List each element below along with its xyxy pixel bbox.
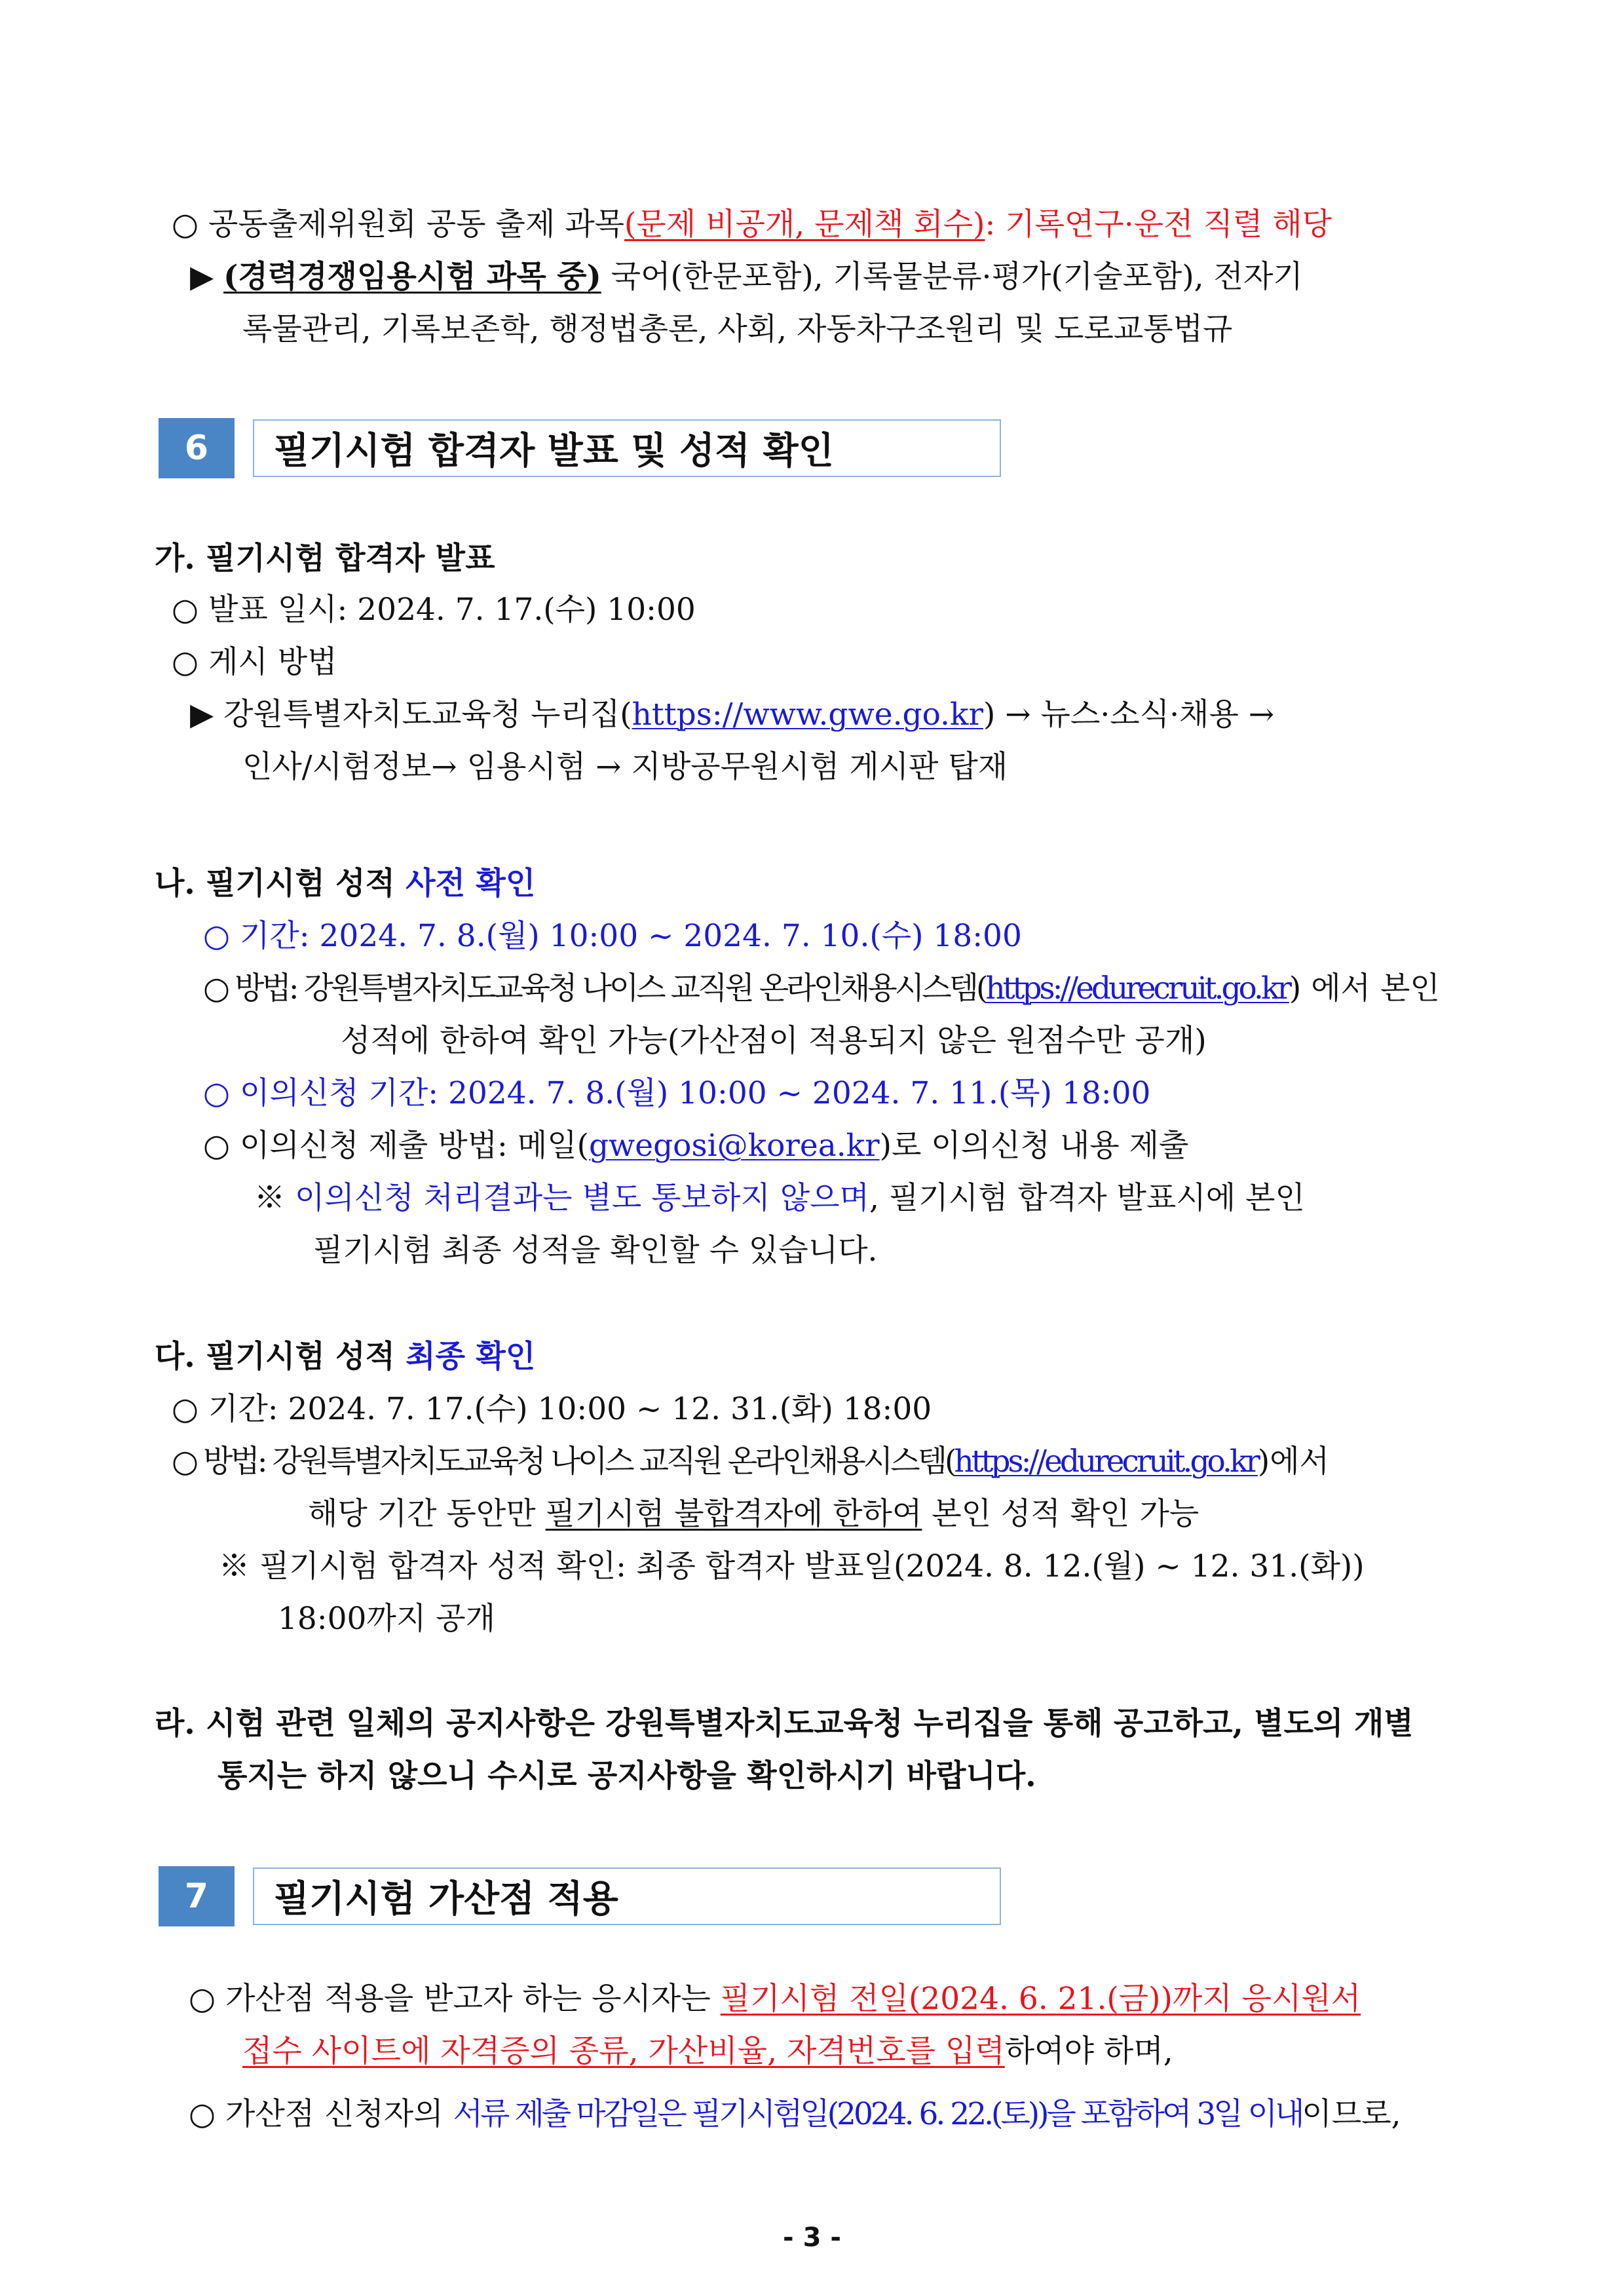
na-line-2 [203, 968, 1440, 1009]
top-line-1 [172, 204, 1332, 245]
top-line-2-bold: (경력경쟁임용시험 과목 중) [223, 259, 601, 295]
da-heading-text: 다. 필기시험 성적 [155, 1339, 406, 1375]
na-line-6 [254, 1178, 1305, 1219]
da-heading-blue: 최종 확인 [406, 1339, 536, 1375]
na-line-4-text: ○ 이의신청 기간: 2024. 7. 8.(월) 10:00 ~ 2024. 7. 11.(목) 18:00 [203, 1075, 1151, 1111]
da-line-3 [308, 1494, 1199, 1535]
ra-line-1 [155, 1704, 1414, 1744]
da-line-5 [278, 1599, 495, 1639]
ga-line-4 [242, 747, 1008, 788]
ga-line-1-text: ○ 발표 일시: 2024. 7. 17.(수) 10:00 [172, 592, 696, 628]
ga-line-1 [172, 590, 696, 630]
na-heading-blue: 사전 확인 [406, 866, 536, 902]
na-line-2-text-b: ) 에서 본인 [1289, 970, 1440, 1006]
s7-line-3 [189, 2094, 1401, 2135]
s7-line-1-red: 필기시험 전일(2024. 6. 21.(금))까지 응시원서 [720, 1981, 1361, 2017]
da-line-3-text-b: 본인 성적 확인 가능 [922, 1496, 1199, 1532]
na-line-7-text: 필기시험 최종 성적을 확인할 수 있습니다. [313, 1233, 878, 1269]
ga-line-3-text: 강원특별자치도교육청 누리집( [223, 697, 632, 733]
reference-mark-icon: ※ [254, 1180, 285, 1216]
page-number: - 3 - [783, 2223, 841, 2253]
top-line-1-highlight: (문제 비공개, 문제책 회수) [624, 206, 985, 242]
s7-line-3-blue: 서류 제출 마감일은 필기시험일(2024. 6. 22.(토))을 포함하여 3일 이내 [453, 2096, 1302, 2132]
ra-line-1-text: 라. 시험 관련 일체의 공지사항은 강원특별자치도교육청 누리집을 통해 공고하고, 별도의 개별 [155, 1706, 1414, 1742]
gwe-homepage-link[interactable]: https://www.gwe.go.kr [632, 697, 983, 733]
top-line-3 [242, 309, 1232, 350]
s7-line-2-text: 하여야 하며, [1004, 2033, 1173, 2069]
na-line-2-text: ○ 방법: 강원특별자치도교육청 나이스 교직원 온라인채용시스템( [203, 970, 986, 1006]
section-6-number: 6 [159, 418, 235, 478]
objection-email-link[interactable]: gwegosi@korea.kr [588, 1128, 880, 1164]
da-line-1-text: ○ 기간: 2024. 7. 17.(수) 10:00 ~ 12. 31.(화) 18:00 [172, 1391, 932, 1427]
top-line-2 [190, 257, 1303, 297]
s7-line-3-text-b: 이므로, [1302, 2096, 1401, 2132]
da-line-5-text: 18:00까지 공개 [278, 1601, 495, 1637]
edurecruit-link[interactable]: https://edurecruit.go.kr [954, 1444, 1258, 1480]
edurecruit-link[interactable]: https://edurecruit.go.kr [985, 970, 1289, 1006]
da-line-3-text: 해당 기간 동안만 [308, 1496, 546, 1532]
na-line-6-text: , 필기시험 합격자 발표시에 본인 [869, 1180, 1305, 1216]
na-line-5-text-b: )로 이의신청 내용 제출 [879, 1128, 1189, 1164]
ga-line-2-text: ○ 게시 방법 [172, 644, 337, 680]
na-heading [155, 864, 535, 904]
ga-line-4-text: 인사/시험정보→ 임용시험 → 지방공무원시험 게시판 탑재 [242, 749, 1008, 785]
da-line-3-underlined: 필기시험 불합격자에 한하여 [545, 1496, 922, 1532]
arrow-icon: ▶ [190, 697, 214, 733]
na-line-1 [203, 916, 1022, 957]
ga-heading-text: 가. 필기시험 합격자 발표 [155, 541, 495, 577]
na-line-5 [203, 1126, 1188, 1166]
top-line-1-red: : 기록연구·운전 직렬 해당 [985, 206, 1332, 242]
ra-line-2 [217, 1756, 1036, 1797]
na-heading-text: 나. 필기시험 성적 [155, 866, 406, 902]
da-line-4 [219, 1546, 1365, 1587]
arrow-icon: ▶ [190, 259, 214, 295]
da-line-1 [172, 1389, 932, 1430]
na-line-4 [203, 1073, 1150, 1114]
da-line-2-text-b: )에서 [1257, 1444, 1330, 1480]
s7-line-2 [242, 2031, 1173, 2072]
na-line-1-text: ○ 기간: 2024. 7. 8.(월) 10:00 ~ 2024. 7. 10.(수) 18:00 [203, 918, 1022, 954]
ra-line-2-text: 통지는 하지 않으니 수시로 공지사항을 확인하시기 바랍니다. [217, 1758, 1036, 1794]
s7-line-1-text: ○ 가산점 적용을 받고자 하는 응시자는 [189, 1981, 721, 2017]
da-line-2-text: ○ 방법: 강원특별자치도교육청 나이스 교직원 온라인채용시스템( [172, 1444, 954, 1480]
na-line-6-blue: 이의신청 처리결과는 별도 통보하지 않으며 [285, 1180, 869, 1216]
s7-line-3-text: ○ 가산점 신청자의 [189, 2096, 453, 2132]
section-7-title: 필기시험 가산점 적용 [253, 1867, 1001, 1925]
na-line-7 [313, 1231, 877, 1271]
na-line-3-text: 성적에 한하여 확인 가능(가산점이 적용되지 않은 원점수만 공개) [341, 1023, 1207, 1059]
da-line-2 [172, 1442, 1329, 1482]
na-line-5-text: ○ 이의신청 제출 방법: 메일( [203, 1128, 589, 1164]
s7-line-1 [189, 1979, 1361, 2019]
ga-heading [155, 539, 495, 579]
top-line-3-text: 록물관리, 기록보존학, 행정법총론, 사회, 자동차구조원리 및 도로교통법규 [242, 311, 1233, 347]
da-heading [155, 1337, 535, 1377]
ga-line-3 [190, 695, 1274, 735]
s7-line-2-red: 접수 사이트에 자격증의 종류, 가산비율, 자격번호를 입력 [242, 2033, 1005, 2069]
ga-line-2 [172, 642, 337, 683]
section-6-title: 필기시험 합격자 발표 및 성적 확인 [253, 419, 1001, 477]
section-7-number: 7 [159, 1866, 235, 1926]
ga-line-3-text-b: ) → 뉴스·소식·채용 → [983, 697, 1275, 733]
na-line-3 [341, 1021, 1207, 1062]
da-line-4-text: ※ 필기시험 합격자 성적 확인: 최종 합격자 발표일(2024. 8. 12.(월) ~ 12. 31.(화)) [219, 1548, 1365, 1584]
top-line-1-text: ○ 공동출제위원회 공동 출제 과목 [172, 206, 624, 242]
top-line-2-text: 국어(한문포함), 기록물분류·평가(기술포함), 전자기 [601, 259, 1303, 295]
